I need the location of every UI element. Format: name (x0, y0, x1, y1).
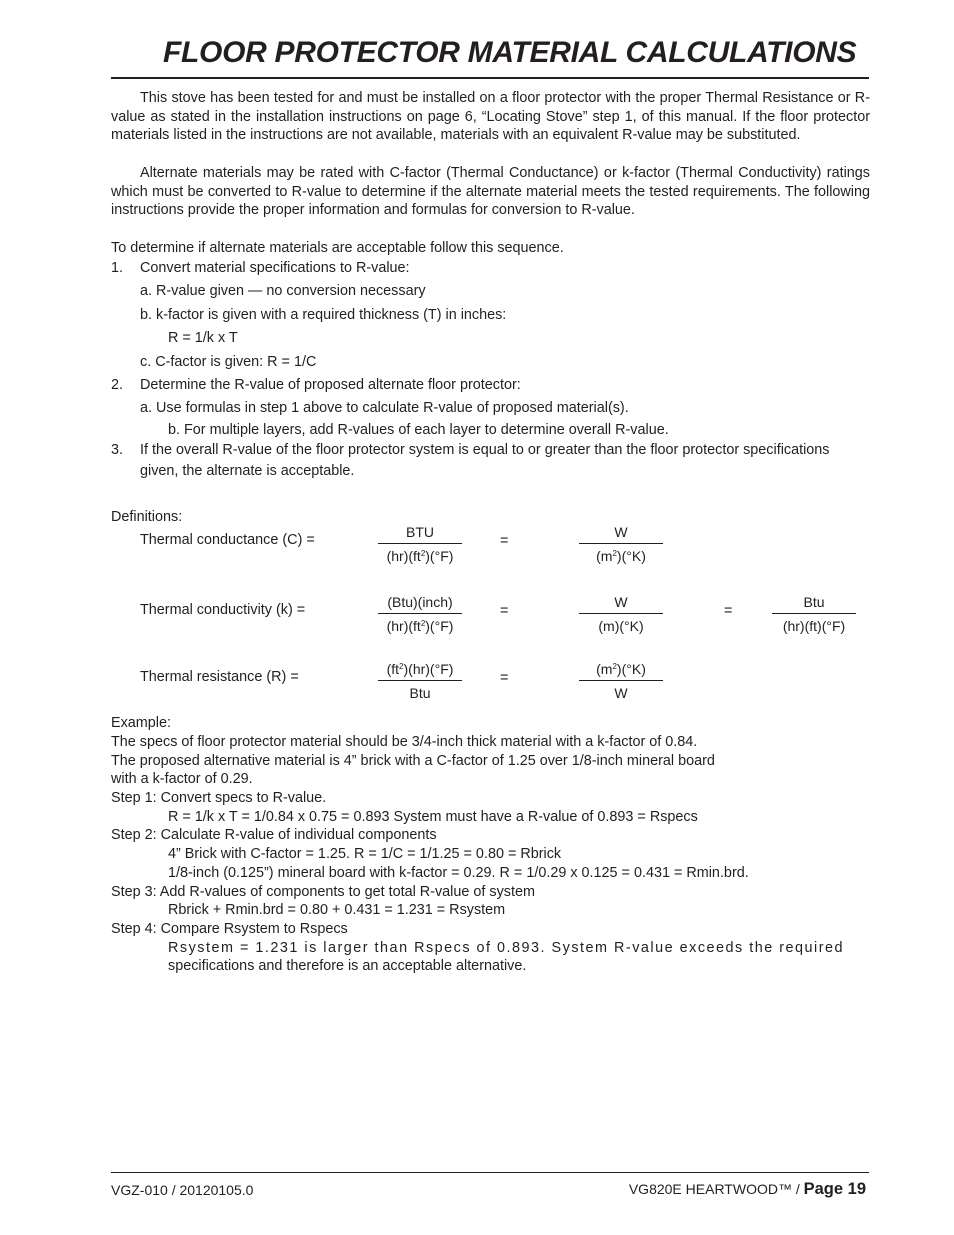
definitions-heading: Definitions: (111, 509, 183, 525)
example-line-1: The specs of floor protector material should be 3/4-inch thick material with a k-factor of 0.84. (111, 734, 698, 750)
example-step-4-line-2: specifications and therefore is an acceptable alternative. (168, 958, 527, 974)
example-step-4: Step 4: Compare Rsystem to Rspecs (111, 921, 348, 937)
example-step-3: Step 3: Add R-values of components to get total R-value of system (111, 884, 535, 900)
footer-rule (111, 1172, 869, 1173)
step-number: 2. (111, 377, 124, 393)
document-code: VGZ-010 / 20120105.0 (111, 1182, 254, 1198)
footer-product-page (629, 1180, 866, 1199)
equals-sign: = (500, 670, 509, 686)
sequence-step-2b: b. For multiple layers, add R-values of each layer to determine overall R-value. (168, 422, 669, 438)
resistance-fraction-metric: $\frac{(m^2)(^\circ K)}{W}$ (579, 660, 663, 702)
sequence-step-1c: c. C-factor is given: R = 1/C (140, 354, 317, 370)
sequence-step-2a: a. Use formulas in step 1 above to calculate R-value of proposed material(s). (140, 400, 629, 416)
equals-sign: = (500, 603, 509, 619)
page-number: Page 19 (803, 1180, 866, 1198)
conductivity-fraction-imperial: (Btu)(inch) $(hr)(ft^2)(^\circ F)$ (378, 593, 462, 635)
example-step-2-board: 1/8-inch (0.125”) mineral board with k-factor = 0.29. R = 1/0.29 x 0.125 = 0.431 = Rmin.brd. (168, 865, 749, 881)
sequence-lead: To determine if alternate materials are acceptable follow this sequence. (111, 240, 564, 256)
sequence-step-3-line-1: If the overall R-value of the floor protector system is equal to or greater than the floor protector specifications (140, 442, 830, 458)
conductivity-fraction-alt: Btu (hr)(ft)(°F) (772, 593, 856, 635)
equals-sign: = (724, 603, 733, 619)
example-step-2: Step 2: Calculate R-value of individual components (111, 827, 437, 843)
sequence-step-1b: b. k-factor is given with a required thickness (T) in inches: (140, 307, 507, 323)
sequence-step-2: Determine the R-value of proposed alternate floor protector: (140, 377, 521, 393)
sequence-step-1a: a. R-value given — no conversion necessary (140, 283, 426, 299)
example-step-1-detail: R = 1/k x T = 1/0.84 x 0.75 = 0.893 System must have a R-value of 0.893 = Rspecs (168, 809, 698, 825)
conductance-label: Thermal conductance (C) = (140, 532, 315, 548)
example-line-2: The proposed alternative material is 4” brick with a C-factor of 1.25 over 1/8-inch mineral board (111, 753, 715, 769)
step-number: 3. (111, 442, 124, 458)
product-name: VG820E HEARTWOOD™ / (628, 1181, 804, 1197)
step-number: 1. (111, 260, 124, 276)
conductivity-label: Thermal conductivity (k) = (140, 602, 306, 618)
resistance-label: Thermal resistance (R) = (140, 669, 299, 685)
sequence-step-3-line-2: given, the alternate is acceptable. (140, 463, 355, 479)
sequence-step-1: Convert material specifications to R-value: (140, 260, 410, 276)
conductance-fraction-imperial: BTU $(hr)(ft^2)(^\circ F)$ (378, 523, 462, 565)
conductivity-fraction-metric: $\frac{W}{(m)(^\circ K)}$ (579, 593, 663, 635)
resistance-fraction-imperial: $(ft^2)(hr)(^\circ F)$ Btu (378, 660, 462, 702)
example-step-2-brick: 4” Brick with C-factor = 1.25. R = 1/C = 1/1.25 = 0.80 = Rbrick (168, 846, 562, 862)
example-step-3-detail: Rbrick + Rmin.brd = 0.80 + 0.431 = 1.231 = Rsystem (168, 902, 506, 918)
title-rule (111, 77, 869, 79)
formula-k: R = 1/k x T (168, 330, 238, 346)
example-line-3: with a k-factor of 0.29. (111, 771, 253, 787)
conductance-fraction-metric: $\frac{W}{(m^2)(^\circ K)}$ (579, 523, 663, 565)
intro-paragraph-1: This stove has been tested for and must be installed on a floor protector with the proper Thermal Resistance or R-value as stated in the installation instructions on page 6, “Locating Stove” step 1, of this manual. If the floor protector materials listed in the instructions are not available, materials with an equivalent R-value may be substituted. (111, 90, 870, 144)
intro-paragraph-2: Alternate materials may be rated with C-factor (Thermal Conductance) or k-factor (Thermal Conductivity) ratings which must be converted to R-value to determine if the alternate material meets the tested requirements. The following instructions provide the proper information and formulas for conversion to R-value. (111, 165, 870, 219)
example-heading: Example: (111, 715, 171, 731)
example-step-4-line-1: Rsystem = 1.231 is larger than Rspecs of 0.893. System R-value exceeds the required (168, 940, 845, 956)
equals-sign: = (500, 533, 509, 549)
example-step-1: Step 1: Convert specs to R-value. (111, 790, 327, 806)
page-title: FLOOR PROTECTOR MATERIAL CALCULATIONS (163, 36, 857, 69)
